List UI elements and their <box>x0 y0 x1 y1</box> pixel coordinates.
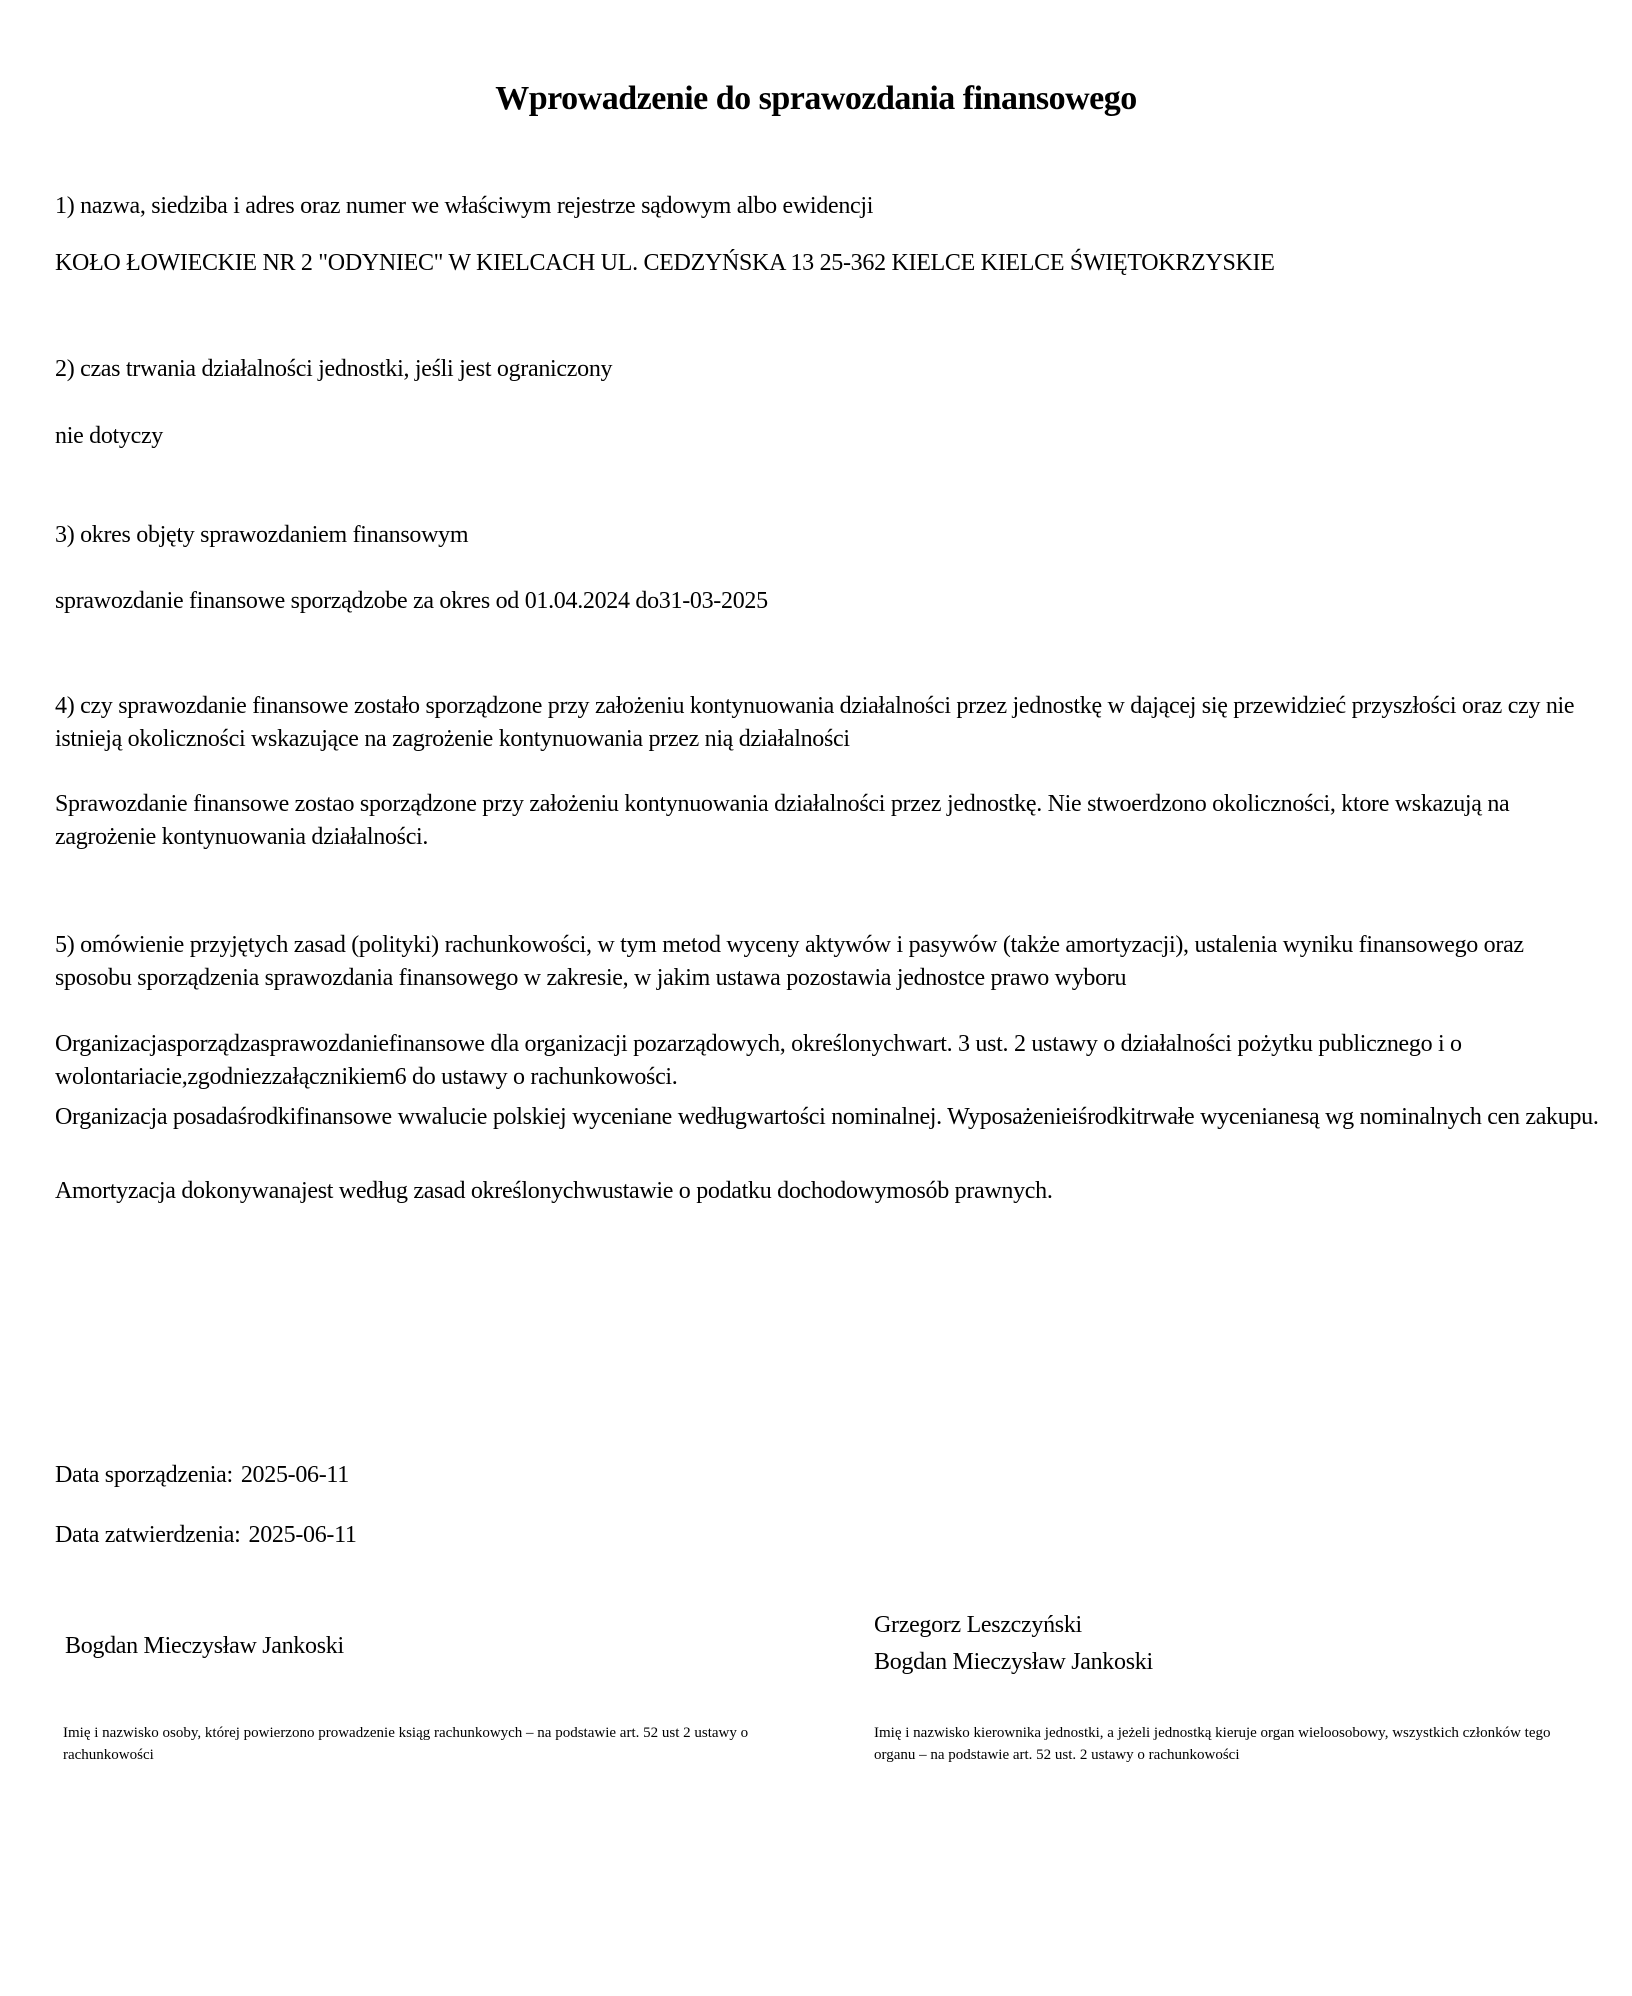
date-approved-row <box>55 1519 357 1552</box>
section-4-label: 4) czy sprawozdanie finansowe zostało sporządzone przy założeniu kontynuowania działalności przez jednostkę w dającej się przewidzieć przyszłości oraz czy nie istnieją okoliczności wskazujące na zagrożenie kontynuowania przez nią działalności <box>55 693 1575 752</box>
section-5-value-paragraph-1: Organizacjasporządzasprawozdaniefinansowe dla organizacji pozarządowych, określonychwart. 3 ust. 2 ustawy o działalności pożytku publicznego i o wolontariacie,zgodniezzałącznikiem6 do ustawy o rachunkowości. <box>55 1031 1462 1090</box>
date-approved-value: 2025-06-11 <box>248 1522 357 1548</box>
page-title: Wprowadzenie do sprawozdania finansowego <box>495 79 1137 117</box>
section-2-value: nie dotyczy <box>55 423 163 449</box>
date-prepared-value: 2025-06-11 <box>240 1462 349 1488</box>
section-5-label: 5) omówienie przyjętych zasad (polityki) rachunkowości, w tym metod wyceny aktywów i pasywów (także amortyzacji), ustalenia wyniku finansowego oraz sposobu sporządzenia sprawozdania finansowego w zakresie, w jakim ustawa pozostawia jednostce prawo wyboru <box>55 932 1524 991</box>
signature-management-name-2: Bogdan Mieczysław Jankoski <box>874 1649 1153 1675</box>
signature-management-caption: Imię i nazwisko kierownika jednostki, a jeżeli jednostką kieruje organ wieloosobowy, wszystkich członków tego organu – na podstawie art. 52 ust. 2 ustawy o rachunkowości <box>874 1725 1551 1763</box>
date-prepared-label: Data sporządzenia: <box>55 1462 233 1488</box>
signature-bookkeeper-name: Bogdan Mieczysław Jankoski <box>65 1633 344 1659</box>
signature-bookkeeper-caption: Imię i nazwisko osoby, której powierzono prowadzenie ksiąg rachunkowych – na podstawie art. 52 ust 2 ustawy o rachunkowości <box>63 1725 749 1763</box>
section-1-label: 1) nazwa, siedziba i adres oraz numer we właściwym rejestrze sądowym albo ewidencji <box>55 193 874 219</box>
signature-management-name-1: Grzegorz Leszczyński <box>874 1612 1082 1638</box>
section-5-value-paragraph-2: Organizacja posadaśrodkifinansowe wwalucie polskiej wyceniane wedługwartości nominalnej. Wyposażenieiśrodkitrwałe wycenianesą wg nominalnych cen zakupu. <box>55 1104 1599 1130</box>
section-5-value-paragraph-3: Amortyzacja dokonywanajest według zasad określonychwustawie o podatku dochodowymosób prawnych. <box>55 1178 1053 1204</box>
section-2-label: 2) czas trwania działalności jednostki, jeśli jest ograniczony <box>55 356 613 382</box>
date-prepared-row <box>55 1459 349 1492</box>
date-approved-label: Data zatwierdzenia: <box>55 1522 241 1548</box>
section-1-value: KOŁO ŁOWIECKIE NR 2 "ODYNIEC" W KIELCACH UL. CEDZYŃSKA 13 25-362 KIELCE KIELCE ŚWIĘTOKRZYSKIE <box>55 250 1275 276</box>
section-4-value: Sprawozdanie finansowe zostao sporządzone przy założeniu kontynuowania działalności przez jednostkę. Nie stwoerdzono okoliczności, ktore wskazują na zagrożenie kontynuowania działalności. <box>55 791 1510 850</box>
section-3-value: sprawozdanie finansowe sporządzobe za okres od 01.04.2024 do31-03-2025 <box>55 588 768 614</box>
section-3-label: 3) okres objęty sprawozdaniem finansowym <box>55 522 469 548</box>
signature-management-names <box>874 1607 1153 1681</box>
